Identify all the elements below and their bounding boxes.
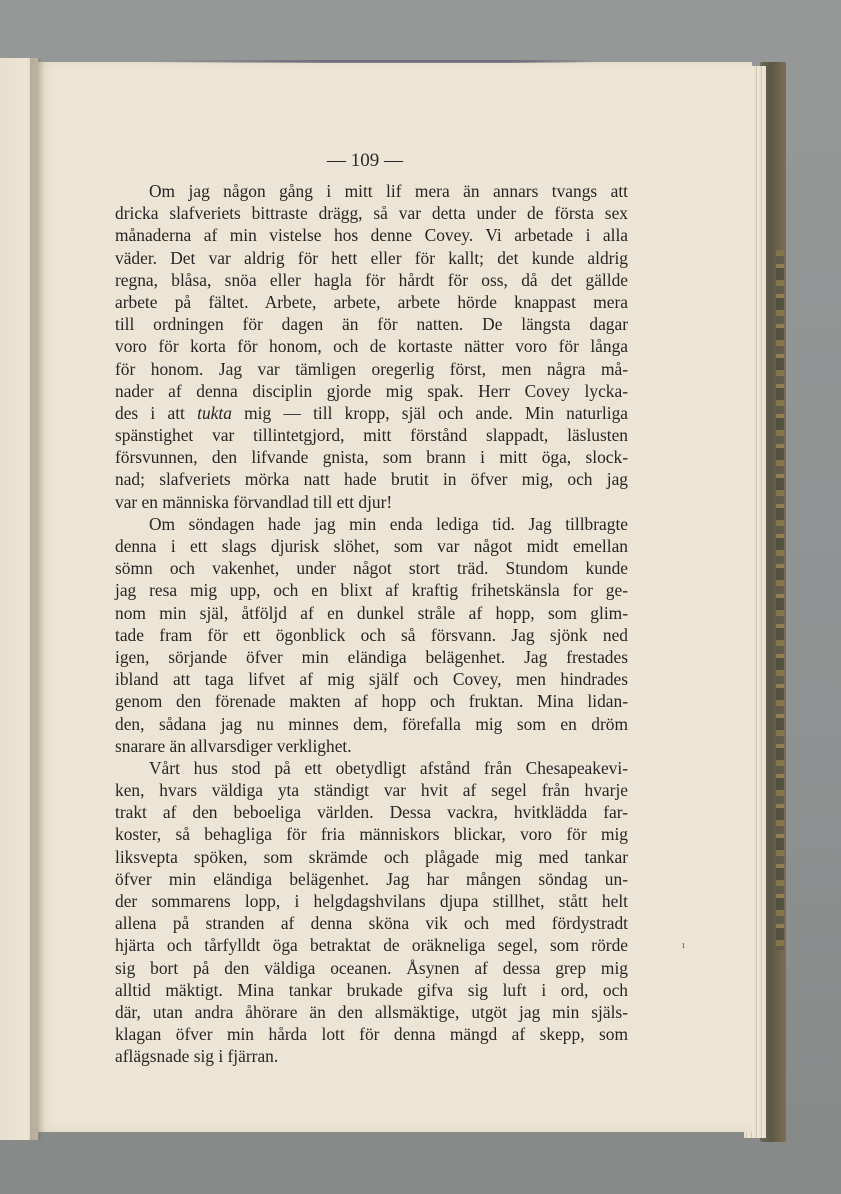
text-line-segment: klagan öfver min hårda lott för denna mängd af skepp, som bbox=[115, 1024, 628, 1045]
text-line bbox=[115, 890, 628, 912]
text-line bbox=[115, 1001, 628, 1023]
text-line-segment: alltid mäktigt. Mina tankar brukade gifva sig luft i ord, och bbox=[115, 979, 628, 1000]
text-line-segment: den, sådana jag nu minnes dem, förefalla mig som en dröm bbox=[115, 713, 628, 734]
text-line bbox=[115, 380, 628, 402]
text-line-segment: liksvepta spöken, som skrämde och plågade mig med tankar bbox=[115, 846, 628, 867]
marbled-cover-edge bbox=[776, 250, 784, 950]
text-line bbox=[115, 491, 628, 513]
text-line bbox=[115, 202, 628, 224]
text-line-segment: sig bort på den väldiga oceanen. Åsynen af dessa grep mig bbox=[115, 957, 628, 978]
text-line-segment: för honom. Jag var tämligen oregerlig först, men några må- bbox=[115, 358, 628, 379]
text-line-segment: voro för korta för honom, och de kortaste nätter voro för långa bbox=[115, 336, 628, 357]
text-line bbox=[115, 646, 628, 668]
text-line-segment: trakt af den beboeliga världen. Dessa vackra, hvitklädda far- bbox=[115, 802, 628, 823]
margin-mark: ı bbox=[682, 940, 685, 951]
text-line bbox=[115, 402, 628, 424]
text-line bbox=[115, 269, 628, 291]
text-line bbox=[115, 1045, 628, 1067]
text-line-segment: spänstighet var tillintetgjord, mitt förstånd slappadt, läslusten bbox=[115, 425, 628, 446]
text-line bbox=[115, 224, 628, 246]
text-line-segment: tade fram för ett ögonblick och så försvann. Jag sjönk ned bbox=[115, 624, 628, 645]
text-line-segment: till ordningen för dagen än för natten. De längsta dagar bbox=[115, 314, 628, 335]
text-line-segment: nom min själ, åtföljd af en dunkel stråle af hopp, som glim- bbox=[115, 602, 628, 623]
text-line-segment: jag resa mig upp, och en blixt af kraftig frihetskänsla for ge- bbox=[115, 580, 628, 601]
text-line bbox=[115, 868, 628, 890]
text-line bbox=[115, 957, 628, 979]
text-line bbox=[115, 801, 628, 823]
text-line bbox=[115, 846, 628, 868]
text-line bbox=[115, 823, 628, 845]
text-line bbox=[115, 313, 628, 335]
text-line-segment: öfver min eländiga belägenhet. Jag har mången söndag un- bbox=[115, 868, 628, 889]
text-line bbox=[115, 579, 628, 601]
text-line-segment: ken, hvars väldiga yta ständigt var hvit af segel från hvarje bbox=[115, 780, 628, 801]
text-line-segment: arbete på fältet. Arbete, arbete, arbete hörde knappast mera bbox=[115, 291, 628, 312]
text-line-segment: ibland att taga lifvet af mig själf och Covey, men hindrades bbox=[115, 669, 628, 690]
text-line-segment: aflägsnade sig i fjärran. bbox=[115, 1046, 279, 1067]
text-line-segment: regna, blåsa, snöa eller hagla för hårdt för oss, då det gällde bbox=[115, 269, 628, 290]
text-line-segment: försvunnen, den lifvande gnista, som brann i mitt öga, slock- bbox=[115, 447, 628, 468]
page-number: — 109 — bbox=[327, 150, 403, 171]
text-line bbox=[115, 358, 628, 380]
text-line-segment: igen, sörjande öfver min eländiga belägenhet. Jag frestades bbox=[115, 646, 628, 667]
text-line-segment: des i att bbox=[115, 402, 198, 423]
text-line bbox=[115, 535, 628, 557]
text-line bbox=[115, 779, 628, 801]
text-line-segment: var en människa förvandlad till ett djur! bbox=[115, 491, 393, 512]
text-line bbox=[115, 624, 628, 646]
text-line bbox=[115, 557, 628, 579]
text-line-segment: Om söndagen hade jag min enda lediga tid. Jag tillbragte bbox=[149, 513, 628, 534]
text-line bbox=[115, 602, 628, 624]
text-line-segment: mig — till kropp, själ och ande. Min naturliga bbox=[231, 402, 628, 423]
text-line-segment: snarare än allvarsdiger verklighet. bbox=[115, 735, 352, 756]
text-line bbox=[115, 468, 628, 490]
text-line bbox=[115, 934, 628, 956]
text-line bbox=[115, 735, 628, 757]
text-line-segment: dricka slafveriets bittraste drägg, så var detta under de första sex bbox=[115, 203, 628, 224]
text-line-segment: väder. Det var aldrig för hett eller för kallt; det kunde aldrig bbox=[115, 247, 628, 268]
text-line-segment: nader af denna disciplin gjorde mig spak. Herr Covey lycka- bbox=[115, 380, 628, 401]
text-line bbox=[115, 1023, 628, 1045]
text-line bbox=[115, 979, 628, 1001]
text-line-segment: der sommarens lopp, i helgdagshvilans djupa stillhet, stått helt bbox=[115, 891, 628, 911]
text-line bbox=[115, 513, 628, 535]
text-line-segment: koster, så behagliga för fria människors blickar, voro för mig bbox=[115, 824, 628, 845]
text-line bbox=[115, 335, 628, 357]
text-line bbox=[115, 757, 628, 779]
text-line-segment: allena på stranden af denna sköna vik och med fördystradt bbox=[115, 913, 628, 934]
body-text bbox=[115, 180, 628, 1068]
text-line bbox=[115, 690, 628, 712]
text-line bbox=[115, 912, 628, 934]
text-line-segment: nad; slafveriets mörka natt hade brutit in öfver mig, och jag bbox=[115, 469, 628, 490]
text-line-segment: hjärta och tårfylldt öga betraktat de oräkneliga segel, som rörde bbox=[115, 935, 628, 956]
text-line-segment: sömn och vakenhet, under något stort träd. Stundom kunde bbox=[115, 558, 628, 579]
text-line-segment: Vårt hus stod på ett obetydligt afstånd från Chesapeakevi- bbox=[149, 757, 628, 778]
text-line-segment: månaderna af min vistelse hos denne Covey. Vi arbetade i alla bbox=[115, 225, 628, 246]
text-line-segment: Om jag någon gång i mitt lif mera än annars tvangs att bbox=[149, 181, 628, 201]
text-line bbox=[115, 713, 628, 735]
gutter-shadow bbox=[30, 58, 44, 1140]
text-line bbox=[115, 180, 628, 202]
text-line-segment: där, utan andra åhörare än den allsmäktige, utgöt jag min själs- bbox=[115, 1001, 628, 1022]
text-line bbox=[115, 446, 628, 468]
text-line-segment: denna i ett slags djurisk slöhet, som var något midt emellan bbox=[115, 536, 628, 556]
italic-word: tukta bbox=[197, 402, 232, 423]
text-line bbox=[115, 424, 628, 446]
text-line-segment: genom den förenade makten af hopp och fruktan. Mina lidan- bbox=[115, 691, 628, 712]
text-line bbox=[115, 668, 628, 690]
top-edge-stain bbox=[150, 60, 600, 63]
text-line bbox=[115, 291, 628, 313]
text-line bbox=[115, 247, 628, 269]
